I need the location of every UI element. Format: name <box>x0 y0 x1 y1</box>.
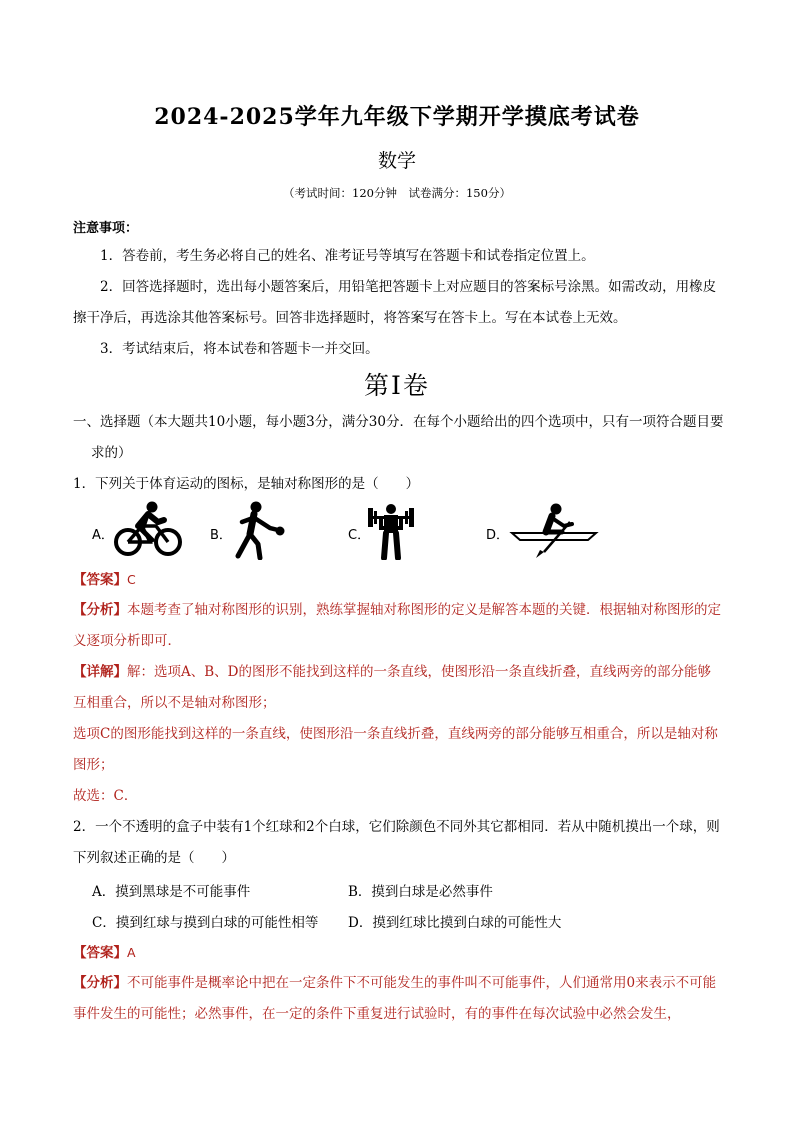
q1-option-a-label: A． <box>92 528 114 543</box>
q2-analysis <box>73 968 723 1030</box>
answer-tag: 【答案】 <box>73 945 127 961</box>
cycling-icon <box>112 500 184 558</box>
q2-option-a: A．摸到黑球是不可能事件 <box>92 884 251 900</box>
section-heading: 一、选择题（本大题共10小题，每小题3分，满分30分．在每个小题给出的四个选项中，只有一项符合题目要求的） <box>73 414 724 461</box>
q1-detail-line-3: 故选：C． <box>73 788 138 804</box>
exam-time-info: （考试时间：120分钟 试卷满分：150分） <box>283 186 511 200</box>
q1-detail-line-2: 选项C的图形能找到这样的一条直线，使图形沿一条直线折叠，直线两旁的部分能够互相重合，所以是轴对称图形； <box>73 726 718 773</box>
notice-heading: 注意事项： <box>73 221 139 236</box>
weightlifting-icon <box>367 500 415 560</box>
q1-analysis-text: 本题考查了轴对称图形的识别，熟练掌握轴对称图形的定义是解答本题的关键．根据轴对称图形的定义逐项分析即可． <box>73 602 721 649</box>
q1-option-c-label: C． <box>348 528 371 543</box>
rowing-icon <box>508 502 600 560</box>
question-2-stem: 2．一个不透明的盒子中装有1个红球和2个白球，它们除颜色不同外其它都相同．若从中随机摸出一个球，则下列叙述正确的是（ ） <box>73 819 720 866</box>
analysis-tag: 【分析】 <box>73 602 127 618</box>
q2-option-b: B．摸到白球是必然事件 <box>348 884 493 900</box>
q1-answer-value: C <box>127 572 136 587</box>
q1-option-b-label: B． <box>210 528 232 543</box>
detail-tag: 【详解】 <box>73 664 127 680</box>
question-1-stem: 1．下列关于体育运动的图标，是轴对称图形的是（ ） <box>73 476 420 492</box>
answer-tag: 【答案】 <box>73 572 127 588</box>
volume-title: 第Ⅰ卷 <box>364 371 430 400</box>
q1-answer <box>73 564 723 596</box>
q2-answer <box>73 937 723 969</box>
shot-put-icon <box>228 500 288 560</box>
q1-detail <box>73 657 723 719</box>
notice-item-3: 3．考试结束后，将本试卷和答题卡一并交回。 <box>100 341 379 357</box>
q2-option-d: D．摸到红球比摸到白球的可能性大 <box>348 915 562 931</box>
q1-detail-line-1: 解：选项A、B、D的图形不能找到这样的一条直线，使图形沿一条直线折叠，直线两旁的部分能够互相重合，所以不是轴对称图形； <box>73 664 711 711</box>
notice-item-1: 1．答卷前，考生务必将自己的姓名、准考证号等填写在答题卡和试卷指定位置上。 <box>100 248 595 264</box>
q2-answer-value: A <box>127 945 136 960</box>
q2-analysis-text: 不可能事件是概率论中把在一定条件下不可能发生的事件叫不可能事件，人们通常用0来表示不可能事件发生的可能性；必然事件，在一定的条件下重复进行试验时，有的事件在每次试验中必然会发生， <box>73 975 717 1022</box>
exam-title: 2024-2025学年九年级下学期开学摸底考试卷 <box>154 104 640 130</box>
q2-option-c: C．摸到红球与摸到白球的可能性相等 <box>92 915 319 931</box>
analysis-tag: 【分析】 <box>73 975 127 991</box>
subject-title: 数学 <box>377 150 416 172</box>
notice-item-2: 2．回答选择题时，选出每小题答案后，用铅笔把答题卡上对应题目的答案标号涂黑。如需改动，用橡皮擦干净后，再选涂其他答案标号。回答非选择题时，将答案写在答卡上。写在本试卷上无效。 <box>73 279 717 326</box>
q1-analysis <box>73 595 723 657</box>
q1-option-d-label: D． <box>486 528 510 543</box>
